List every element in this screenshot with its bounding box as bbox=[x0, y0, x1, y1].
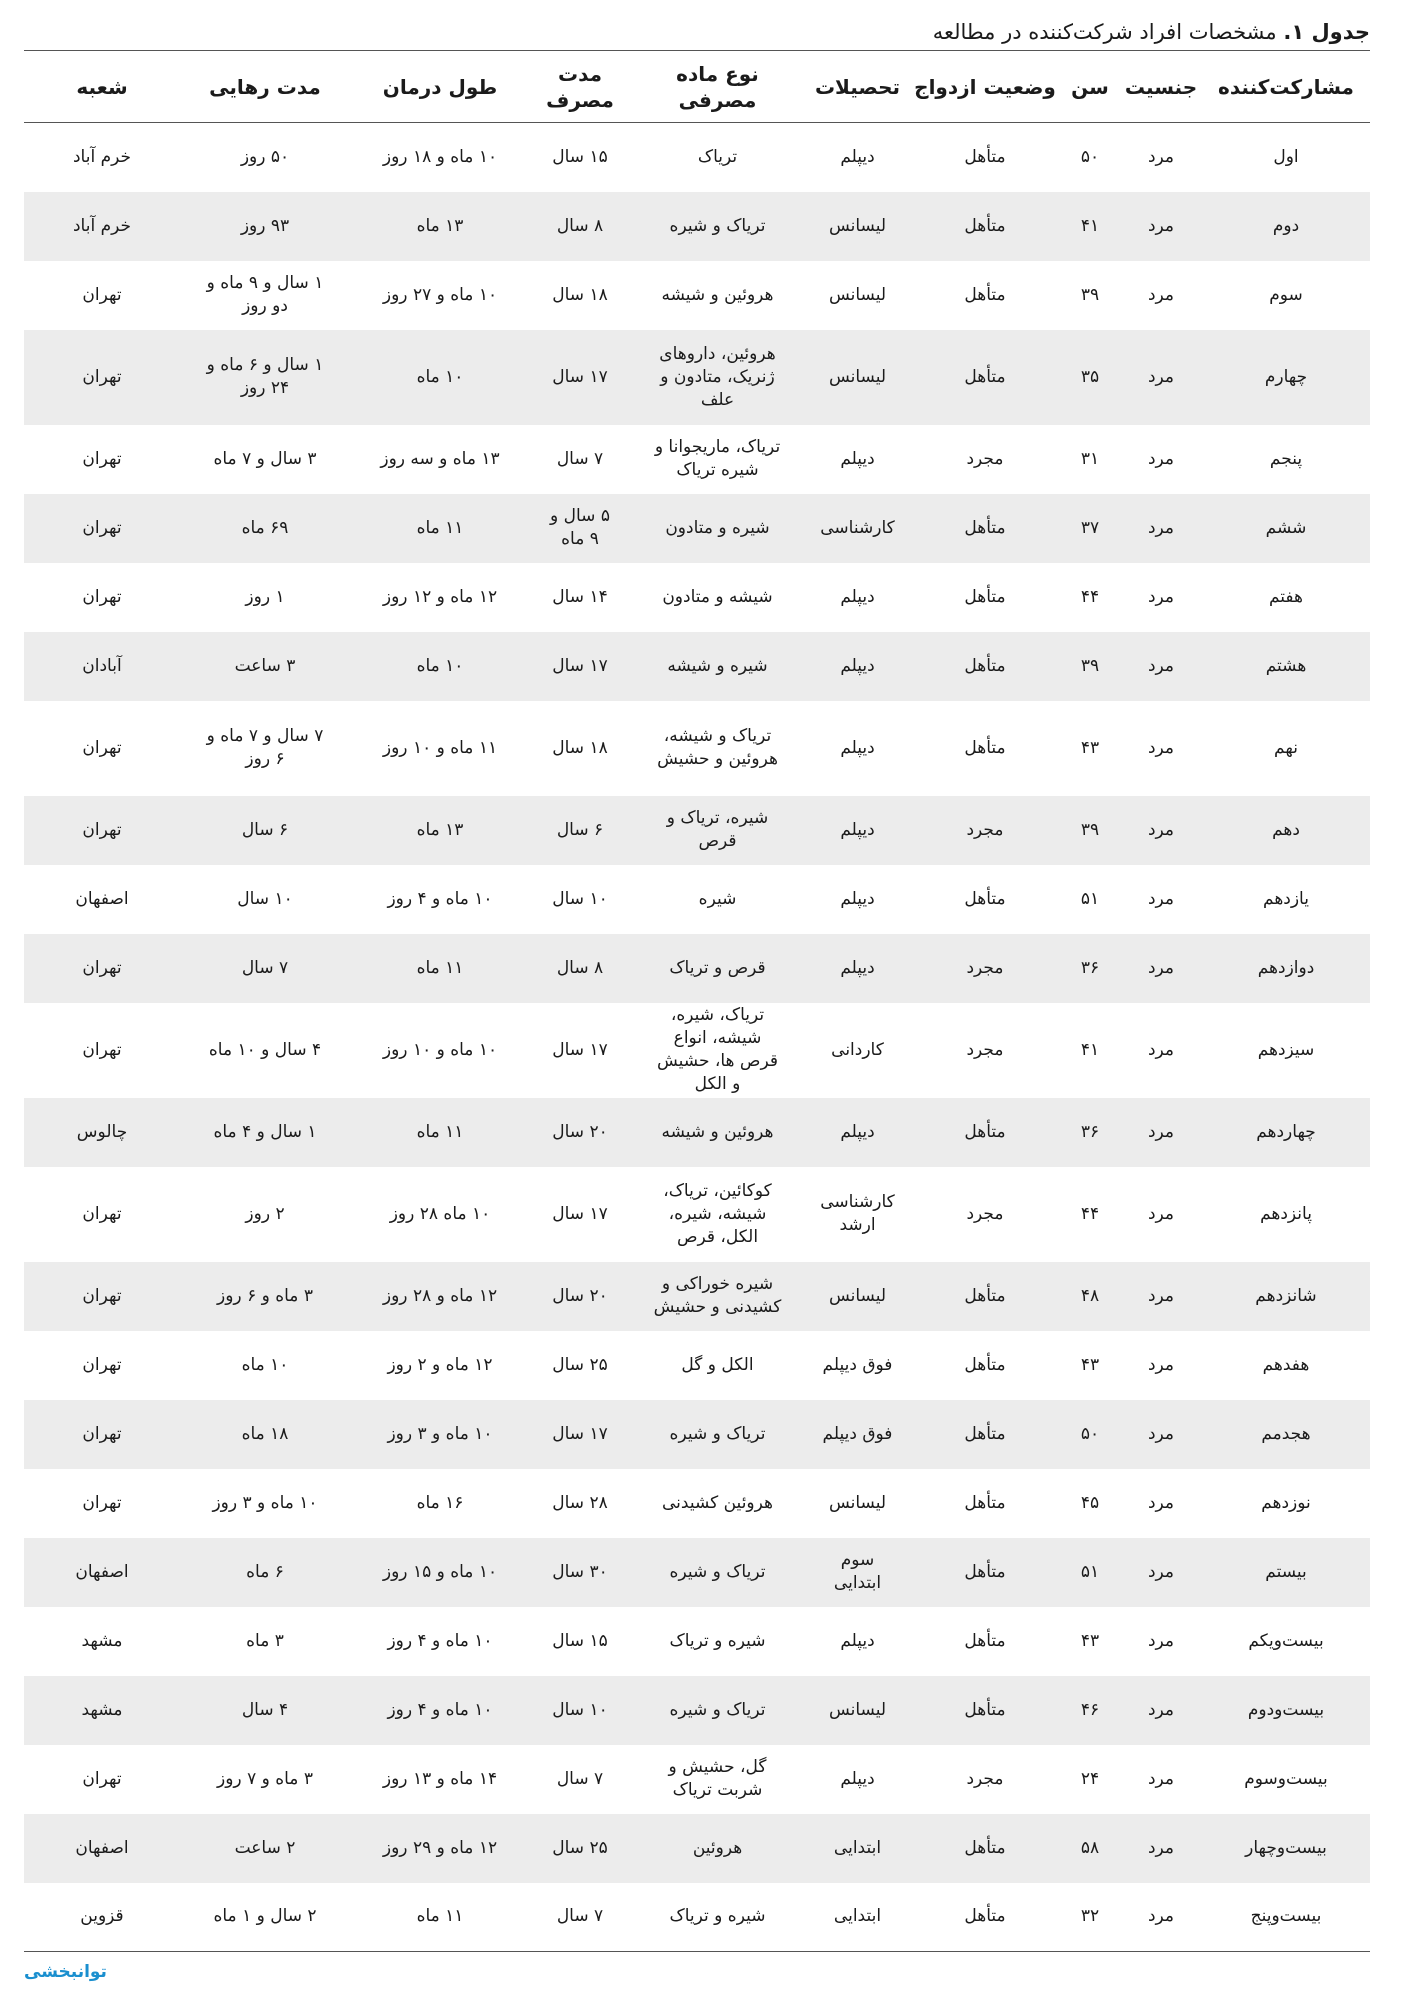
cell-usage-duration: ۸ سال bbox=[556, 215, 604, 236]
cell-branch: اصفهان bbox=[75, 1561, 129, 1582]
cell-gender: مرد bbox=[1147, 1423, 1175, 1444]
cell-substance-type: شیره و تریاک bbox=[669, 1906, 766, 1927]
cell-marital-status: متأهل bbox=[964, 1906, 1006, 1927]
cell-education: کارشناسی ارشد bbox=[820, 1192, 895, 1235]
cell-participant: نهم bbox=[1274, 737, 1298, 758]
cell-age: ۵۰ bbox=[1080, 146, 1100, 167]
cell-recovery-duration: ۲ سال و ۱ ماه bbox=[213, 1906, 317, 1927]
cell-gender: مرد bbox=[1147, 737, 1175, 758]
header-usage-duration: مدت مصرف bbox=[530, 51, 630, 123]
cell-age: ۵۸ bbox=[1080, 1837, 1100, 1858]
cell-usage-duration: ۱۷ سال bbox=[552, 1039, 608, 1060]
cell-education: دیپلم bbox=[840, 888, 875, 909]
table-row bbox=[24, 796, 1370, 865]
cell-marital-status: متأهل bbox=[964, 655, 1006, 676]
cell-participant: بیست‌وسوم bbox=[1244, 1768, 1328, 1789]
cell-substance-type: هروئین و شیشه bbox=[661, 284, 774, 305]
cell-age: ۳۱ bbox=[1080, 448, 1100, 469]
cell-participant: چهارم bbox=[1264, 366, 1308, 387]
cell-usage-duration: ۲۰ سال bbox=[552, 1121, 608, 1142]
cell-participant: یازدهم bbox=[1263, 888, 1309, 909]
cell-participant: هفدهم bbox=[1262, 1354, 1310, 1375]
cell-participant: دهم bbox=[1272, 819, 1300, 840]
cell-treatment-length: ۱۱ ماه bbox=[416, 517, 464, 538]
cell-marital-status: متأهل bbox=[964, 146, 1006, 167]
cell-age: ۳۵ bbox=[1080, 366, 1100, 387]
cell-participant: هفتم bbox=[1268, 586, 1303, 607]
cell-marital-status: مجرد bbox=[966, 1768, 1004, 1789]
cell-recovery-duration: ۱۸ ماه bbox=[241, 1423, 289, 1444]
cell-usage-duration: ۱۰ سال bbox=[552, 888, 608, 909]
table-row bbox=[24, 701, 1370, 796]
cell-recovery-duration: ۷ سال و ۷ ماه و ۶ روز bbox=[206, 726, 324, 769]
cell-education: کاردانی bbox=[831, 1039, 884, 1060]
cell-education: دیپلم bbox=[840, 448, 875, 469]
cell-age: ۴۳ bbox=[1080, 1354, 1100, 1375]
cell-usage-duration: ۷ سال bbox=[556, 448, 604, 469]
cell-participant: بیست‌ودوم bbox=[1247, 1699, 1325, 1720]
cell-gender: مرد bbox=[1147, 888, 1175, 909]
header-row bbox=[24, 51, 1370, 123]
cell-gender: مرد bbox=[1147, 1699, 1175, 1720]
cell-branch: تهران bbox=[82, 517, 122, 538]
cell-substance-type: گل، حشیش و شربت تریاک bbox=[668, 1757, 767, 1800]
table-row bbox=[24, 330, 1370, 425]
cell-marital-status: مجرد bbox=[966, 1039, 1004, 1060]
cell-gender: مرد bbox=[1147, 517, 1175, 538]
cell-recovery-duration: ۳ ساعت bbox=[234, 655, 296, 676]
cell-age: ۳۹ bbox=[1080, 819, 1100, 840]
cell-age: ۴۳ bbox=[1080, 1630, 1100, 1651]
cell-substance-type: کوکائین، تریاک، شیشه، شیره، الکل، قرص bbox=[663, 1180, 772, 1247]
cell-branch: تهران bbox=[82, 1768, 122, 1789]
cell-branch: مشهد bbox=[81, 1699, 123, 1720]
cell-treatment-length: ۱۲ ماه و ۲۹ روز bbox=[382, 1837, 498, 1858]
cell-participant: بیستم bbox=[1265, 1561, 1307, 1582]
cell-marital-status: متأهل bbox=[964, 1492, 1006, 1513]
cell-marital-status: متأهل bbox=[964, 586, 1006, 607]
cell-substance-type: شیره خوراکی و کشیدنی و حشیش bbox=[653, 1274, 782, 1317]
table-row bbox=[24, 192, 1370, 261]
cell-usage-duration: ۱۰ سال bbox=[552, 1699, 608, 1720]
cell-treatment-length: ۱۰ ماه و ۴ روز bbox=[387, 888, 493, 909]
cell-substance-type: شیره bbox=[698, 888, 737, 909]
cell-recovery-duration: ۱۰ سال bbox=[237, 888, 293, 909]
cell-gender: مرد bbox=[1147, 1285, 1175, 1306]
table-row bbox=[24, 632, 1370, 701]
cell-treatment-length: ۱۲ ماه و ۱۲ روز bbox=[382, 586, 498, 607]
cell-participant: شانزدهم bbox=[1255, 1285, 1317, 1306]
cell-gender: مرد bbox=[1147, 1203, 1175, 1224]
cell-education: دیپلم bbox=[840, 819, 875, 840]
cell-treatment-length: ۱۱ ماه bbox=[416, 957, 464, 978]
cell-treatment-length: ۱۱ ماه bbox=[416, 1121, 464, 1142]
cell-substance-type: تریاک، ماریجوانا و شیره تریاک bbox=[654, 437, 781, 480]
cell-marital-status: مجرد bbox=[966, 819, 1004, 840]
header-participant: مشارکت‌کننده bbox=[1202, 51, 1370, 123]
cell-branch: مشهد bbox=[81, 1630, 123, 1651]
cell-recovery-duration: ۹۳ روز bbox=[240, 215, 290, 236]
cell-usage-duration: ۶ سال bbox=[556, 819, 604, 840]
cell-marital-status: متأهل bbox=[964, 1285, 1006, 1306]
cell-usage-duration: ۷ سال bbox=[556, 1768, 604, 1789]
cell-treatment-length: ۱۴ ماه و ۱۳ روز bbox=[382, 1768, 498, 1789]
cell-substance-type: شیره و تریاک bbox=[669, 1630, 766, 1651]
cell-education: دیپلم bbox=[840, 737, 875, 758]
table-body bbox=[24, 123, 1370, 1952]
cell-participant: سیزدهم bbox=[1257, 1039, 1315, 1060]
cell-marital-status: متأهل bbox=[964, 1121, 1006, 1142]
cell-recovery-duration: ۱ سال و ۶ ماه و ۲۴ روز bbox=[206, 355, 324, 398]
cell-branch: خرم آباد bbox=[72, 146, 132, 167]
table-row bbox=[24, 1262, 1370, 1331]
cell-recovery-duration: ۳ سال و ۷ ماه bbox=[213, 448, 317, 469]
cell-marital-status: مجرد bbox=[966, 957, 1004, 978]
cell-usage-duration: ۲۵ سال bbox=[552, 1837, 608, 1858]
cell-gender: مرد bbox=[1147, 448, 1175, 469]
cell-participant: ششم bbox=[1265, 517, 1307, 538]
cell-treatment-length: ۱۰ ماه و ۳ روز bbox=[387, 1423, 493, 1444]
cell-education: ابتدایی bbox=[833, 1906, 882, 1927]
cell-branch: تهران bbox=[82, 957, 122, 978]
cell-age: ۵۱ bbox=[1080, 888, 1100, 909]
cell-participant: دوازدهم bbox=[1257, 957, 1315, 978]
cell-education: دیپلم bbox=[840, 1121, 875, 1142]
cell-age: ۴۶ bbox=[1080, 1699, 1100, 1720]
cell-age: ۴۴ bbox=[1080, 586, 1100, 607]
table-row bbox=[24, 1607, 1370, 1676]
header-recovery-duration: مدت رهایی bbox=[180, 51, 350, 123]
cell-education: کارشناسی bbox=[820, 517, 895, 538]
cell-recovery-duration: ۳ ماه و ۶ روز bbox=[217, 1285, 313, 1306]
cell-substance-type: تریاک bbox=[697, 146, 738, 167]
cell-marital-status: متأهل bbox=[964, 1837, 1006, 1858]
cell-participant: هشتم bbox=[1265, 655, 1307, 676]
cell-substance-type: هروئین، داروهای ژنریک، متادون و علف bbox=[659, 343, 776, 410]
cell-gender: مرد bbox=[1147, 146, 1175, 167]
cell-substance-type: تریاک و شیره bbox=[669, 215, 766, 236]
cell-education: دیپلم bbox=[840, 586, 875, 607]
cell-recovery-duration: ۴ سال bbox=[241, 1699, 289, 1720]
table-row bbox=[24, 1167, 1370, 1262]
cell-participant: نوزدهم bbox=[1261, 1492, 1311, 1513]
table-row bbox=[24, 123, 1370, 192]
cell-marital-status: متأهل bbox=[964, 1354, 1006, 1375]
table-row bbox=[24, 1883, 1370, 1952]
cell-branch: تهران bbox=[82, 1285, 122, 1306]
header-substance-type: نوع ماده مصرفی bbox=[630, 51, 805, 123]
cell-usage-duration: ۷ سال bbox=[556, 1906, 604, 1927]
cell-participant: پنجم bbox=[1269, 448, 1303, 469]
cell-gender: مرد bbox=[1147, 1561, 1175, 1582]
header-treatment-length: طول درمان bbox=[350, 51, 530, 123]
cell-recovery-duration: ۶۹ ماه bbox=[241, 517, 289, 538]
table-row bbox=[24, 494, 1370, 563]
cell-participant: سوم bbox=[1269, 284, 1303, 305]
cell-gender: مرد bbox=[1147, 1039, 1175, 1060]
cell-branch: تهران bbox=[82, 586, 122, 607]
cell-branch: آبادان bbox=[82, 655, 122, 676]
cell-marital-status: متأهل bbox=[964, 1423, 1006, 1444]
cell-branch: تهران bbox=[82, 448, 122, 469]
cell-recovery-duration: ۱۰ ماه و ۳ روز bbox=[212, 1492, 318, 1513]
cell-education: دیپلم bbox=[840, 1630, 875, 1651]
cell-usage-duration: ۱۵ سال bbox=[552, 1630, 608, 1651]
cell-treatment-length: ۱۰ ماه و ۲۷ روز bbox=[382, 284, 498, 305]
cell-marital-status: متأهل bbox=[964, 737, 1006, 758]
cell-recovery-duration: ۳ ماه و ۷ روز bbox=[217, 1768, 313, 1789]
cell-recovery-duration: ۳ ماه bbox=[246, 1630, 284, 1651]
cell-usage-duration: ۲۵ سال bbox=[552, 1354, 608, 1375]
cell-recovery-duration: ۱ سال و ۴ ماه bbox=[213, 1121, 317, 1142]
cell-participant: پانزدهم bbox=[1260, 1203, 1312, 1224]
cell-substance-type: هروئین کشیدنی bbox=[662, 1492, 773, 1513]
cell-gender: مرد bbox=[1147, 215, 1175, 236]
cell-treatment-length: ۱۳ ماه و سه روز bbox=[380, 448, 500, 469]
cell-education: لیسانس bbox=[828, 1492, 887, 1513]
cell-marital-status: متأهل bbox=[964, 888, 1006, 909]
cell-gender: مرد bbox=[1147, 1768, 1175, 1789]
cell-age: ۳۷ bbox=[1080, 517, 1100, 538]
cell-marital-status: متأهل bbox=[964, 366, 1006, 387]
table-row bbox=[24, 1003, 1370, 1098]
table-row bbox=[24, 563, 1370, 632]
cell-marital-status: متأهل bbox=[964, 215, 1006, 236]
cell-marital-status: متأهل bbox=[964, 1561, 1006, 1582]
cell-age: ۴۱ bbox=[1080, 1039, 1100, 1060]
cell-branch: تهران bbox=[82, 737, 122, 758]
cell-recovery-duration: ۷ سال bbox=[241, 957, 289, 978]
cell-usage-duration: ۱۷ سال bbox=[552, 655, 608, 676]
cell-substance-type: شیشه و متادون bbox=[662, 586, 773, 607]
cell-age: ۵۰ bbox=[1080, 1423, 1100, 1444]
cell-recovery-duration: ۱ سال و ۹ ماه و دو روز bbox=[206, 273, 324, 316]
cell-gender: مرد bbox=[1147, 1630, 1175, 1651]
cell-marital-status: متأهل bbox=[964, 1630, 1006, 1651]
cell-age: ۵۱ bbox=[1080, 1561, 1100, 1582]
cell-education: دیپلم bbox=[840, 655, 875, 676]
journal-logo: توانبخشی bbox=[24, 1962, 107, 1982]
cell-treatment-length: ۱۰ ماه bbox=[416, 655, 464, 676]
cell-usage-duration: ۸ سال bbox=[556, 957, 604, 978]
table-row bbox=[24, 865, 1370, 934]
cell-recovery-duration: ۱۰ ماه bbox=[241, 1354, 289, 1375]
cell-participant: چهاردهم bbox=[1256, 1121, 1316, 1142]
cell-substance-type: تریاک، شیره، شیشه، انواع قرص ها، حشیش و الکل bbox=[657, 1005, 778, 1094]
table-row bbox=[24, 1331, 1370, 1400]
header-education: تحصیلات bbox=[805, 51, 910, 123]
cell-gender: مرد bbox=[1147, 366, 1175, 387]
table-row bbox=[24, 1098, 1370, 1167]
cell-marital-status: متأهل bbox=[964, 1699, 1006, 1720]
cell-education: فوق دیپلم bbox=[822, 1423, 893, 1444]
cell-treatment-length: ۱۱ ماه bbox=[416, 1906, 464, 1927]
cell-treatment-length: ۱۳ ماه bbox=[416, 819, 464, 840]
cell-substance-type: الکل و گل bbox=[681, 1354, 754, 1375]
table-row bbox=[24, 1745, 1370, 1814]
cell-gender: مرد bbox=[1147, 819, 1175, 840]
cell-usage-duration: ۱۴ سال bbox=[552, 586, 608, 607]
cell-treatment-length: ۱۳ ماه bbox=[416, 215, 464, 236]
cell-branch: تهران bbox=[82, 1039, 122, 1060]
cell-branch: قزوین bbox=[80, 1906, 124, 1927]
table-row bbox=[24, 934, 1370, 1003]
cell-age: ۳۶ bbox=[1080, 957, 1100, 978]
cell-participant: بیست‌وپنج bbox=[1250, 1906, 1322, 1927]
cell-age: ۳۲ bbox=[1080, 1906, 1100, 1927]
cell-substance-type: تریاک و شیره bbox=[669, 1561, 766, 1582]
cell-participant: بیست‌وچهار bbox=[1245, 1837, 1327, 1858]
cell-branch: اصفهان bbox=[75, 1837, 129, 1858]
cell-education: لیسانس bbox=[828, 1699, 887, 1720]
table-row bbox=[24, 1538, 1370, 1607]
cell-marital-status: مجرد bbox=[966, 448, 1004, 469]
cell-usage-duration: ۳۰ سال bbox=[552, 1561, 608, 1582]
cell-treatment-length: ۱۶ ماه bbox=[416, 1492, 464, 1513]
cell-substance-type: تریاک و شیشه، هروئین و حشیش bbox=[657, 726, 778, 769]
cell-age: ۲۴ bbox=[1080, 1768, 1100, 1789]
cell-branch: تهران bbox=[82, 1492, 122, 1513]
cell-substance-type: شیره، تریاک و قرص bbox=[666, 808, 769, 851]
cell-substance-type: قرص و تریاک bbox=[669, 957, 766, 978]
cell-age: ۴۵ bbox=[1080, 1492, 1100, 1513]
cell-gender: مرد bbox=[1147, 1354, 1175, 1375]
cell-recovery-duration: ۶ سال bbox=[241, 819, 289, 840]
cell-substance-type: هروئین bbox=[692, 1837, 743, 1858]
cell-substance-type: شیره و شیشه bbox=[667, 655, 768, 676]
cell-usage-duration: ۲۰ سال bbox=[552, 1285, 608, 1306]
table-row bbox=[24, 261, 1370, 330]
cell-marital-status: متأهل bbox=[964, 517, 1006, 538]
cell-gender: مرد bbox=[1147, 586, 1175, 607]
header-branch: شعبه bbox=[24, 51, 180, 123]
cell-usage-duration: ۵ سال و ۹ ماه bbox=[550, 506, 610, 549]
cell-branch: خرم آباد bbox=[72, 215, 132, 236]
cell-treatment-length: ۱۰ ماه و ۱۵ روز bbox=[382, 1561, 498, 1582]
cell-usage-duration: ۱۵ سال bbox=[552, 146, 608, 167]
cell-participant: اول bbox=[1273, 146, 1299, 167]
cell-recovery-duration: ۴ سال و ۱۰ ماه bbox=[208, 1039, 322, 1060]
cell-gender: مرد bbox=[1147, 284, 1175, 305]
cell-treatment-length: ۱۲ ماه و ۲۸ روز bbox=[382, 1285, 498, 1306]
cell-branch: تهران bbox=[82, 1203, 122, 1224]
cell-branch: تهران bbox=[82, 366, 122, 387]
cell-usage-duration: ۲۸ سال bbox=[552, 1492, 608, 1513]
cell-usage-duration: ۱۸ سال bbox=[552, 284, 608, 305]
cell-branch: تهران bbox=[82, 1354, 122, 1375]
table-row bbox=[24, 1814, 1370, 1883]
cell-age: ۴۳ bbox=[1080, 737, 1100, 758]
cell-treatment-length: ۱۰ ماه ۲۸ روز bbox=[389, 1203, 491, 1224]
cell-education: دیپلم bbox=[840, 957, 875, 978]
cell-education: لیسانس bbox=[828, 366, 887, 387]
cell-recovery-duration: ۲ روز bbox=[245, 1203, 285, 1224]
cell-treatment-length: ۱۲ ماه و ۲ روز bbox=[387, 1354, 493, 1375]
cell-education: لیسانس bbox=[828, 215, 887, 236]
cell-age: ۴۸ bbox=[1080, 1285, 1100, 1306]
cell-branch: تهران bbox=[82, 1423, 122, 1444]
cell-marital-status: متأهل bbox=[964, 284, 1006, 305]
cell-education: دیپلم bbox=[840, 146, 875, 167]
cell-branch: چالوس bbox=[76, 1121, 128, 1142]
participants-table bbox=[24, 50, 1370, 1952]
cell-treatment-length: ۱۰ ماه و ۴ روز bbox=[387, 1630, 493, 1651]
cell-branch: تهران bbox=[82, 819, 122, 840]
table-page bbox=[24, 14, 1370, 1952]
cell-gender: مرد bbox=[1147, 655, 1175, 676]
cell-gender: مرد bbox=[1147, 1492, 1175, 1513]
cell-treatment-length: ۱۰ ماه bbox=[416, 366, 464, 387]
cell-gender: مرد bbox=[1147, 1121, 1175, 1142]
cell-treatment-length: ۱۰ ماه و ۴ روز bbox=[387, 1699, 493, 1720]
cell-age: ۴۴ bbox=[1080, 1203, 1100, 1224]
cell-age: ۴۱ bbox=[1080, 215, 1100, 236]
cell-age: ۳۹ bbox=[1080, 655, 1100, 676]
cell-participant: بیست‌ویکم bbox=[1248, 1630, 1324, 1651]
cell-gender: مرد bbox=[1147, 957, 1175, 978]
cell-education: سوم ابتدایی bbox=[833, 1550, 882, 1593]
table-row bbox=[24, 425, 1370, 494]
table-caption bbox=[24, 14, 1370, 50]
cell-substance-type: تریاک و شیره bbox=[669, 1423, 766, 1444]
cell-education: ابتدایی bbox=[833, 1837, 882, 1858]
cell-substance-type: تریاک و شیره bbox=[669, 1699, 766, 1720]
header-marital-status: وضعیت ازدواج bbox=[910, 51, 1060, 123]
cell-participant: هجدمم bbox=[1261, 1423, 1311, 1444]
cell-age: ۳۹ bbox=[1080, 284, 1100, 305]
cell-education: لیسانس bbox=[828, 284, 887, 305]
table-title: مشخصات افراد شرکت‌کننده در مطالعه bbox=[932, 20, 1284, 44]
cell-treatment-length: ۱۰ ماه و ۱۸ روز bbox=[382, 146, 498, 167]
table-row bbox=[24, 1400, 1370, 1469]
header-age: سن bbox=[1060, 51, 1120, 123]
cell-treatment-length: ۱۰ ماه و ۱۰ روز bbox=[382, 1039, 498, 1060]
cell-participant: دوم bbox=[1272, 215, 1300, 236]
cell-gender: مرد bbox=[1147, 1906, 1175, 1927]
cell-usage-duration: ۱۷ سال bbox=[552, 366, 608, 387]
cell-substance-type: هروئین و شیشه bbox=[661, 1121, 774, 1142]
cell-recovery-duration: ۶ ماه bbox=[246, 1561, 284, 1582]
cell-education: فوق دیپلم bbox=[822, 1354, 893, 1375]
cell-marital-status: مجرد bbox=[966, 1203, 1004, 1224]
cell-usage-duration: ۱۷ سال bbox=[552, 1423, 608, 1444]
cell-usage-duration: ۱۸ سال bbox=[552, 737, 608, 758]
table-row bbox=[24, 1676, 1370, 1745]
cell-treatment-length: ۱۱ ماه و ۱۰ روز bbox=[382, 737, 498, 758]
cell-recovery-duration: ۱ روز bbox=[245, 586, 285, 607]
cell-branch: اصفهان bbox=[75, 888, 129, 909]
table-number: جدول ۱. bbox=[1283, 20, 1370, 44]
cell-education: دیپلم bbox=[840, 1768, 875, 1789]
cell-age: ۳۶ bbox=[1080, 1121, 1100, 1142]
cell-education: لیسانس bbox=[828, 1285, 887, 1306]
cell-substance-type: شیره و متادون bbox=[665, 517, 770, 538]
cell-branch: تهران bbox=[82, 284, 122, 305]
cell-gender: مرد bbox=[1147, 1837, 1175, 1858]
cell-usage-duration: ۱۷ سال bbox=[552, 1203, 608, 1224]
cell-recovery-duration: ۲ ساعت bbox=[234, 1837, 296, 1858]
table-row bbox=[24, 1469, 1370, 1538]
cell-recovery-duration: ۵۰ روز bbox=[240, 146, 290, 167]
header-gender: جنسیت bbox=[1120, 51, 1202, 123]
